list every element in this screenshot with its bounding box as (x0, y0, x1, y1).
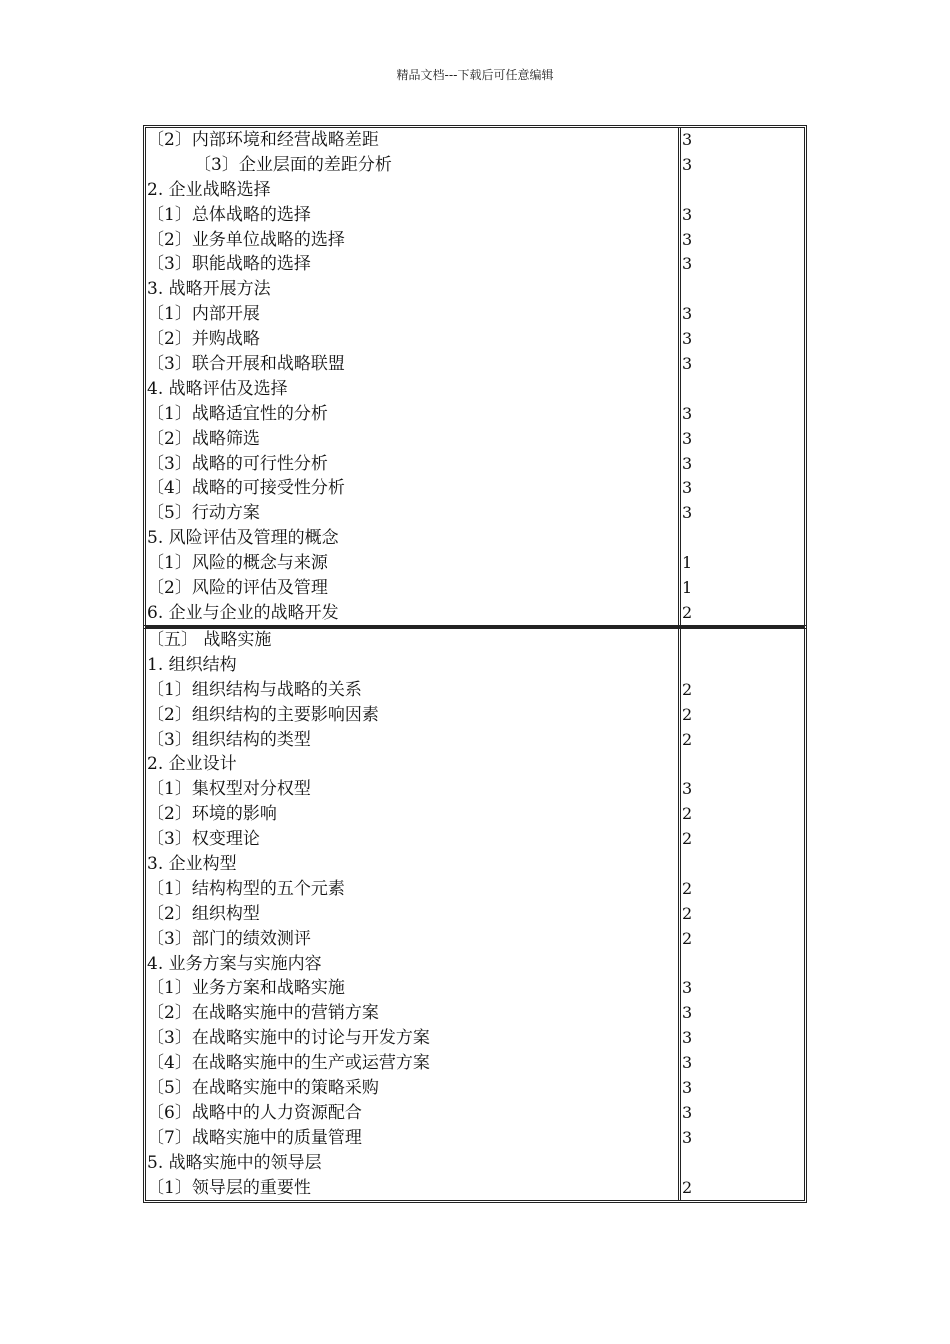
table-row (146, 252, 804, 277)
table-row (146, 501, 804, 526)
topic-cell: 〔2〕内部环境和经营战略差距 (147, 130, 379, 150)
hours-cell: 2 (682, 928, 693, 948)
hours-cell: 2 (682, 903, 693, 923)
topic-cell: 2. 企业战略选择 (147, 179, 271, 200)
topic-cell: 4. 战略评估及选择 (147, 378, 288, 399)
table-row (146, 153, 804, 178)
table-row (146, 526, 804, 551)
hours-cell: 3 (682, 978, 693, 998)
hours-cell: 3 (682, 1053, 693, 1073)
topic-cell: 〔1〕结构构型的五个元素 (147, 878, 345, 899)
topic-cell: 4. 业务方案与实施内容 (147, 953, 322, 974)
topic-cell: 〔3〕职能战略的选择 (147, 254, 311, 275)
table-row (146, 703, 804, 728)
table-row (146, 678, 804, 703)
hours-cell: 3 (682, 503, 693, 523)
table-row (146, 827, 804, 852)
hours-cell: 2 (682, 704, 693, 724)
hours-cell: 1 (682, 578, 693, 598)
topic-cell: 〔1〕战略适宜性的分析 (147, 403, 328, 424)
table-row (146, 952, 804, 977)
table-row (146, 802, 804, 827)
table-row (146, 927, 804, 952)
topic-cell: 〔1〕集权型对分权型 (147, 779, 311, 800)
page-header: 精品文档---下载后可任意编辑 (396, 68, 554, 82)
table-row (146, 277, 804, 302)
table-row (146, 576, 804, 601)
topic-cell: 〔1〕组织结构与战略的关系 (147, 679, 362, 700)
topic-cell: 5. 风险评估及管理的概念 (147, 528, 339, 549)
hours-cell: 2 (682, 729, 693, 749)
table-row (146, 128, 804, 153)
topic-cell: 〔1〕总体战略的选择 (147, 204, 311, 225)
topic-cell: 〔3〕组织结构的类型 (147, 729, 311, 750)
topic-cell: 〔5〕行动方案 (147, 503, 260, 524)
topic-cell: 〔3〕部门的绩效测评 (147, 928, 311, 949)
hours-cell: 3 (682, 304, 693, 324)
hours-cell: 2 (682, 679, 693, 699)
hours-cell: 2 (682, 804, 693, 824)
hours-cell: 3 (682, 453, 693, 473)
topic-cell: 〔3〕在战略实施中的讨论与开发方案 (147, 1028, 430, 1049)
hours-cell: 3 (682, 229, 693, 249)
table-row (146, 752, 804, 777)
table-row (146, 877, 804, 902)
table-row (146, 228, 804, 253)
topic-cell: 3. 战略开展方法 (147, 279, 271, 300)
topic-cell: 5. 战略实施中的领导层 (147, 1152, 322, 1173)
hours-cell: 3 (682, 154, 693, 174)
topic-cell: 〔3〕企业层面的差距分析 (194, 154, 392, 175)
topic-cell: 〔3〕联合开展和战略联盟 (147, 354, 345, 375)
table-row (146, 427, 804, 452)
table-row (146, 203, 804, 228)
topic-cell: 〔2〕风险的评估及管理 (147, 578, 328, 599)
table-row (146, 1126, 804, 1151)
topic-cell: 〔6〕战略中的人力资源配合 (147, 1102, 362, 1123)
table-row (146, 302, 804, 327)
syllabus-table-block-1 (143, 125, 807, 629)
hours-cell: 3 (682, 204, 693, 224)
hours-cell: 2 (682, 1177, 693, 1197)
table-row (146, 327, 804, 352)
table-row (146, 902, 804, 927)
table-row (146, 777, 804, 802)
table-row (146, 1001, 804, 1026)
topic-cell: 〔1〕业务方案和战略实施 (147, 978, 345, 999)
table-row (146, 1176, 804, 1201)
topic-cell: 〔3〕战略的可行性分析 (147, 453, 328, 474)
topic-cell: 〔2〕在战略实施中的营销方案 (147, 1003, 379, 1024)
topic-cell: 〔2〕组织结构的主要影响因素 (147, 704, 379, 725)
topic-cell: 3. 企业构型 (147, 854, 237, 875)
table-row (146, 402, 804, 427)
table-row (146, 352, 804, 377)
table-row (146, 1051, 804, 1076)
table-row (146, 178, 804, 203)
topic-cell: 1. 组织结构 (147, 654, 237, 675)
topic-cell: 〔1〕风险的概念与来源 (147, 553, 328, 574)
table-row (146, 852, 804, 877)
hours-cell: 3 (682, 329, 693, 349)
table-row (146, 628, 804, 653)
syllabus-table-block-2 (143, 625, 807, 1203)
hours-cell: 3 (682, 254, 693, 274)
table-row (146, 728, 804, 753)
topic-cell: 〔7〕战略实施中的质量管理 (147, 1127, 362, 1148)
topic-cell: 6. 企业与企业的战略开发 (147, 602, 339, 623)
table-row (146, 377, 804, 402)
table-row (146, 976, 804, 1001)
topic-cell: 2. 企业设计 (147, 754, 237, 775)
topic-cell: 〔1〕领导层的重要性 (147, 1177, 311, 1198)
table-row (146, 601, 804, 626)
hours-cell: 2 (682, 829, 693, 849)
hours-cell: 2 (682, 602, 693, 622)
hours-cell: 1 (682, 553, 693, 573)
table-row (146, 653, 804, 678)
hours-cell: 2 (682, 878, 693, 898)
topic-cell: 〔2〕战略筛选 (147, 428, 260, 449)
hours-cell: 3 (682, 779, 693, 799)
table-row (146, 1026, 804, 1051)
topic-cell: 〔1〕内部开展 (147, 304, 260, 325)
hours-cell: 3 (682, 1078, 693, 1098)
topic-cell: 〔4〕在战略实施中的生产或运营方案 (147, 1053, 430, 1074)
hours-cell: 3 (682, 478, 693, 498)
hours-cell: 3 (682, 1127, 693, 1147)
topic-cell: 〔5〕在战略实施中的策略采购 (147, 1078, 379, 1099)
hours-cell: 3 (682, 1102, 693, 1122)
table-row (146, 551, 804, 576)
hours-cell: 3 (682, 428, 693, 448)
topic-cell: 〔3〕权变理论 (147, 829, 260, 850)
table-row (146, 1101, 804, 1126)
hours-cell: 3 (682, 1003, 693, 1023)
topic-cell: 〔2〕业务单位战略的选择 (147, 229, 345, 250)
topic-cell: 〔4〕战略的可接受性分析 (147, 478, 345, 499)
table-row (146, 1076, 804, 1101)
hours-cell: 3 (682, 1028, 693, 1048)
topic-cell: 〔2〕组织构型 (147, 903, 260, 924)
topic-cell: 〔五〕 战略实施 (147, 630, 272, 650)
table-row (146, 452, 804, 477)
topic-cell: 〔2〕环境的影响 (147, 804, 277, 825)
table-row (146, 476, 804, 501)
hours-cell: 3 (682, 403, 693, 423)
hours-cell: 3 (682, 130, 693, 149)
table-row (146, 1151, 804, 1176)
hours-cell: 3 (682, 354, 693, 374)
topic-cell: 〔2〕并购战略 (147, 329, 260, 350)
